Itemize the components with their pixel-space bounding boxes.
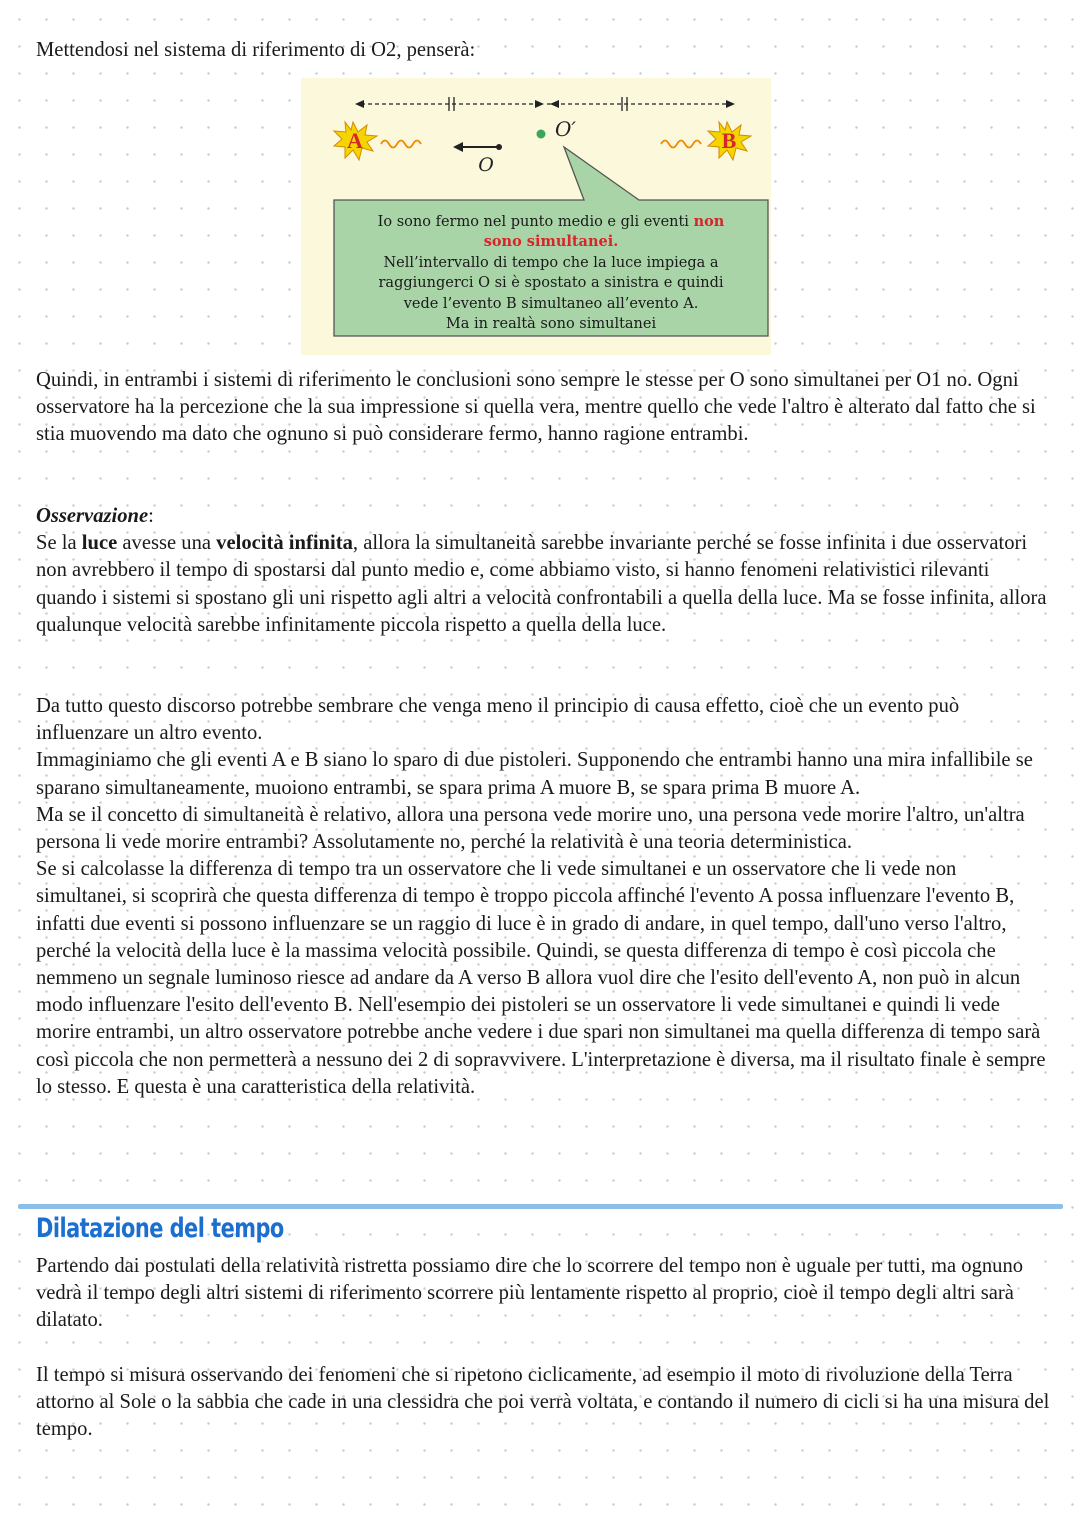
- simultaneity-figure: [301, 78, 771, 355]
- callout-line6: Ma in realtà sono simultanei: [445, 316, 657, 333]
- arrow-mid-head-left: [550, 100, 559, 108]
- observer-o-prime-dot: [537, 130, 546, 139]
- arrow-right-head: [726, 100, 735, 108]
- callout-line1-red: non: [693, 213, 725, 230]
- causality-paragraph-2: Immaginiamo che gli eventi A e B siano lo sparo di due pistoleri. Supponendo che entrambi hanno una mira infallibile se sparano simultaneamente, muoiono entrambi, se spara prima A muore B, se spara prima B muore A.: [36, 749, 1033, 799]
- obs-bold-luce: luce: [81, 532, 118, 555]
- observation-label: Osservazione: [36, 505, 149, 527]
- wave-b: [661, 141, 701, 148]
- label-a: A: [347, 128, 363, 153]
- section-divider: [18, 1204, 1063, 1209]
- obs-text-2: avesse una: [117, 532, 217, 555]
- callout-line3: Nell’intervallo di tempo che la luce impiega a: [383, 254, 719, 271]
- arrow-mid-head-right: [535, 100, 544, 108]
- obs-text-3: , allora la simultaneità sarebbe invariante perché se fosse infinita i due osservatori non avrebbero il tempo di spostarsi dal punto medio e, come abbiamo visto, si hanno fenomeni relativistici rilevanti quando i sistemi si spostano gli uni rispetto agli altri a velocità confrontabili a quella della luce. Ma se fosse infinita, allora qualunque velocità sarebbe infinitamente piccola rispetto a quella della luce.: [36, 532, 1047, 636]
- obs-text-1: Se la: [36, 532, 82, 555]
- causality-paragraph-1: Da tutto questo discorso potrebbe sembrare che venga meno il principio di causa effetto, cioè che un evento può influenzare un altro evento.: [36, 695, 960, 745]
- label-o-prime: O′: [555, 117, 576, 141]
- arrow-left-head: [355, 100, 364, 108]
- conclusion-paragraph: Quindi, in entrambi i sistemi di riferimento le conclusioni sono sempre le stesse per O sono simultanei per O1 no. Ogni osservatore ha la percezione che la sua impressione si quella vera, mentre quello che vede l'altro è alterato dal fatto che si stia muovendo ma dato che ognuno si può considerare fermo, hanno ragione entrambi.: [36, 369, 1036, 446]
- callout-text: [334, 208, 768, 336]
- causality-paragraph-3: Ma se il concetto di simultaneità è relativo, allora una persona vede morire uno, una persona vede morire l'altro, un'altra persona li vede morire entrambi? Assolutamente no, perché la relatività è una teoria deterministica.: [36, 803, 1025, 854]
- callout-line5: vede l’evento B simultaneo all’evento A.: [403, 295, 699, 312]
- callout-line1: Io sono fermo nel punto medio e gli eventi: [377, 214, 694, 230]
- causality-paragraph-4: Se si calcolasse la differenza di tempo tra un osservatore che li vede simultanei e un osservatore che li vede non simultanei, si scoprirà che questa differenza di tempo è troppo piccola affinché l'evento A possa influenzare l'evento B, infatti due eventi si possono influenzare se un raggio di luce è in grado di andare, in quel tempo, dall'uno verso l'altro, perché la velocità della luce è la massima velocità possibile. Quindi, se questa differenza di tempo è così piccola che nemmeno un segnale luminoso riesce ad andare da A verso B allora vuol dire che l'esito dell'evento A, non può in alcun modo influenzare l'esito dell'evento B. Nell'esempio dei pistoleri se un osservatore li vede simultanei e quindi li vede morire entrambi, un altro osservatore potrebbe anche vedere i due spari non simultanei ma quella differenza di tempo sarà così piccola che non permetterà a nessuno dei 2 di sopravvivere. L'interpretazione è diversa, ma il risultato finale è sempre lo stesso. E questa è una caratteristica della relatività.: [36, 858, 1046, 1098]
- label-o: O: [478, 154, 494, 176]
- callout-line2: sono simultanei.: [483, 233, 619, 251]
- dilation-paragraph-2: Il tempo si misura osservando dei fenomeni che si ripetono ciclicamente, ad esempio il moto di rivoluzione della Terra attorno al Sole o la sabbia che cade in una clessidra che poi verrà voltata, e contando il numero di cicli si ha una misura del tempo.: [36, 1364, 1050, 1441]
- causality-block: [36, 693, 1051, 1101]
- intro-line: Mettendosi nel sistema di riferimento di O2, penserà:: [36, 39, 476, 61]
- obs-bold-velocita: velocità infinita: [216, 532, 353, 555]
- dilation-paragraph-1: Partendo dai postulati della relatività ristretta possiamo dire che lo scorrere del tempo non è uguale per tutti, ma ognuno vedrà il tempo degli altri sistemi di riferimento scorrere più lentamente rispetto al proprio, cioè il tempo degli altri sarà dilatato.: [36, 1255, 1024, 1332]
- event-b-star: [708, 122, 751, 160]
- observation-paragraph: [36, 530, 1051, 639]
- callout-line4: raggiungerci O si è spostato a sinistra e quindi: [378, 275, 724, 292]
- event-a-star: [334, 122, 377, 160]
- observation-colon: :: [148, 505, 154, 527]
- observation-block: [36, 503, 1051, 639]
- wave-a: [381, 141, 421, 148]
- label-b: B: [721, 128, 737, 153]
- section-heading: Dilatazione del tempo: [36, 1213, 284, 1244]
